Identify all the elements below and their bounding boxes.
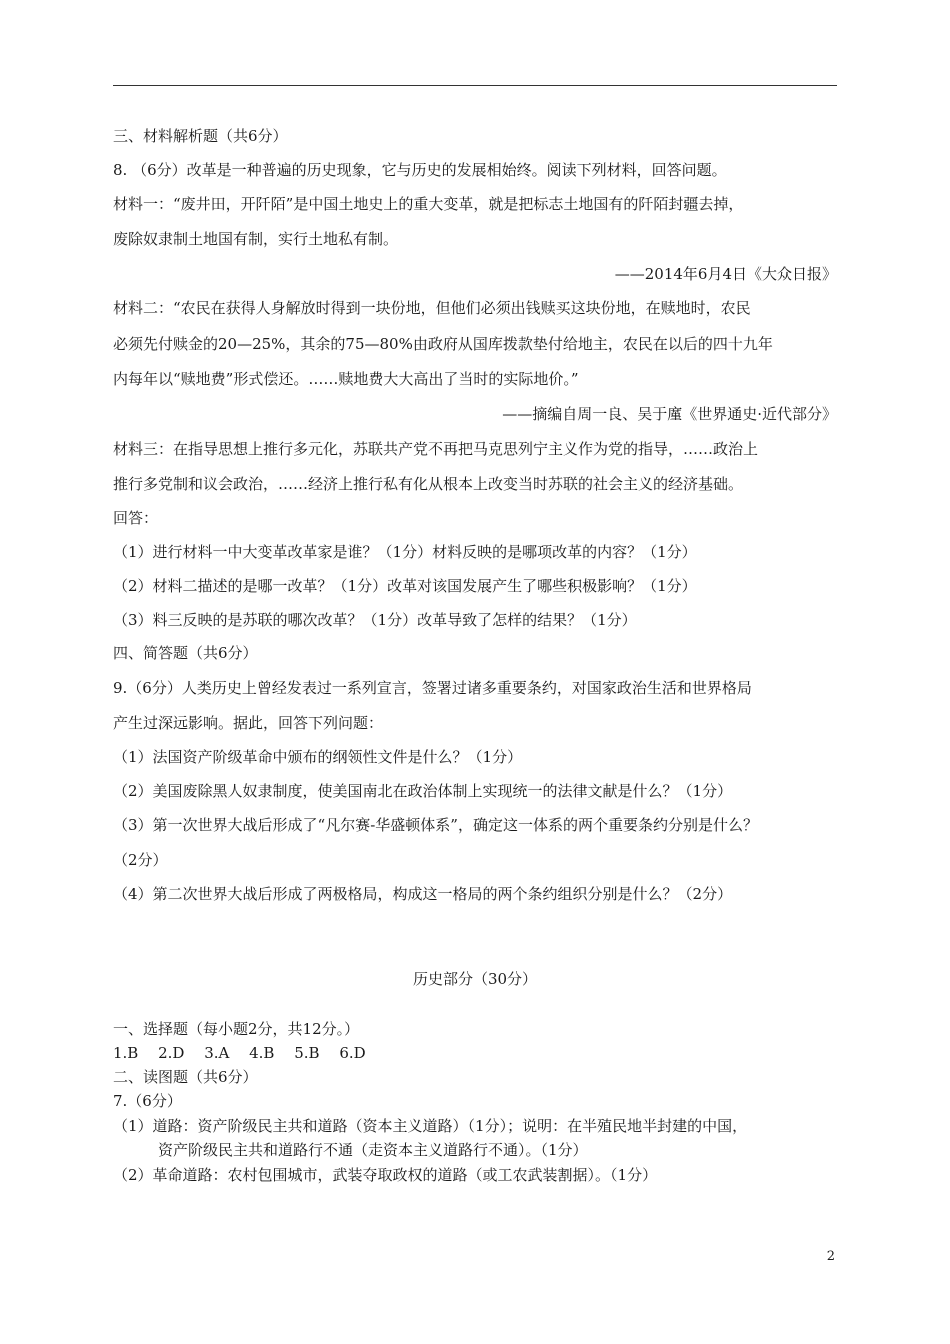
page-number: 2: [826, 1249, 835, 1264]
answer-section: 二、读图题（共6分）: [113, 1068, 258, 1086]
sub-question: （2）材料二描述的是哪一改革？（1分）改革对该国发展产生了哪些积极影响？（1分）: [113, 577, 697, 595]
answer-section: 一、选择题（每小题2分，共12分。）: [113, 1020, 360, 1038]
material-2-cont: 内每年以“赎地费”形式偿还。……赎地费大大高出了当时的实际地价。”: [113, 370, 579, 388]
section-heading: 四、简答题（共6分）: [113, 644, 258, 662]
source-citation: ——摘编自周一良、吴于廑《世界通史·近代部分》: [502, 405, 837, 423]
sub-question: （2）美国废除黑人奴隶制度，使美国南北在政治体制上实现统一的法律文献是什么？（1分）: [113, 782, 733, 800]
answer-item: （1）道路：资产阶级民主共和道路（资本主义道路）（1分）；说明：在半殖民地半封建的中国，: [113, 1117, 748, 1135]
section-heading: 三、材料解析题（共6分）: [113, 127, 288, 145]
answer-choices: 1.B 2.D 3.A 4.B 5.B 6.D: [113, 1044, 366, 1062]
sub-question-cont: （2分）: [113, 851, 168, 869]
material-3: 材料三：在指导思想上推行多元化，苏联共产党不再把马克思列宁主义作为党的指导，……政治上: [113, 440, 759, 458]
answer-label: 回答：: [113, 509, 159, 527]
answer-7: 7.（6分）: [113, 1092, 182, 1110]
material-3-cont: 推行多党制和议会政治，……经济上推行私有化从根本上改变当时苏联的社会主义的经济基础。: [113, 475, 744, 493]
sub-question: （3）料三反映的是苏联的哪次改革？（1分）改革导致了怎样的结果？（1分）: [113, 611, 637, 629]
answer-item: （2）革命道路：农村包围城市，武装夺取政权的道路（或工农武装割据）。（1分）: [113, 1166, 658, 1184]
question-8: 8. （6分）改革是一种普遍的历史现象，它与历史的发展相始终。阅读下列材料，回答问题。: [113, 161, 727, 179]
material-2: 材料二：“农民在获得人身解放时得到一块份地，但他们必须出钱赎买这块份地，在赎地时，农民: [113, 299, 751, 317]
sub-question: （4）第二次世界大战后形成了两极格局，构成这一格局的两个条约组织分别是什么？（2分）: [113, 885, 733, 903]
answer-title: 历史部分（30分）: [412, 970, 538, 988]
source-citation: ——2014年6月4日《大众日报》: [614, 265, 837, 283]
question-9: 9.（6分）人类历史上曾经发表过一系列宣言，签署过诸多重要条约，对国家政治生活和世界格局: [113, 679, 752, 697]
header-rule: [113, 85, 837, 86]
material-1: 材料一：“废井田，开阡陌”是中国土地史上的重大变革，就是把标志土地国有的阡陌封疆去掉，: [113, 195, 744, 213]
answer-item-cont: 资产阶级民主共和道路行不通（走资本主义道路行不通）。（1分）: [158, 1141, 588, 1159]
material-1-cont: 废除奴隶制土地国有制，实行土地私有制。: [113, 230, 399, 248]
sub-question: （1）进行材料一中大变革改革家是谁？（1分）材料反映的是哪项改革的内容？（1分）: [113, 543, 697, 561]
sub-question: （3）第一次世界大战后形成了“凡尔赛-华盛顿体系”，确定这一体系的两个重要条约分别是什么？: [113, 816, 758, 834]
sub-question: （1）法国资产阶级革命中颁布的纲领性文件是什么？（1分）: [113, 748, 523, 766]
material-2-cont: 必须先付赎金的20—25%，其余的75—80%由政府从国库拨款垫付给地主，农民在以后的四十九年: [113, 335, 773, 353]
question-9-cont: 产生过深远影响。据此，回答下列问题：: [113, 714, 384, 732]
